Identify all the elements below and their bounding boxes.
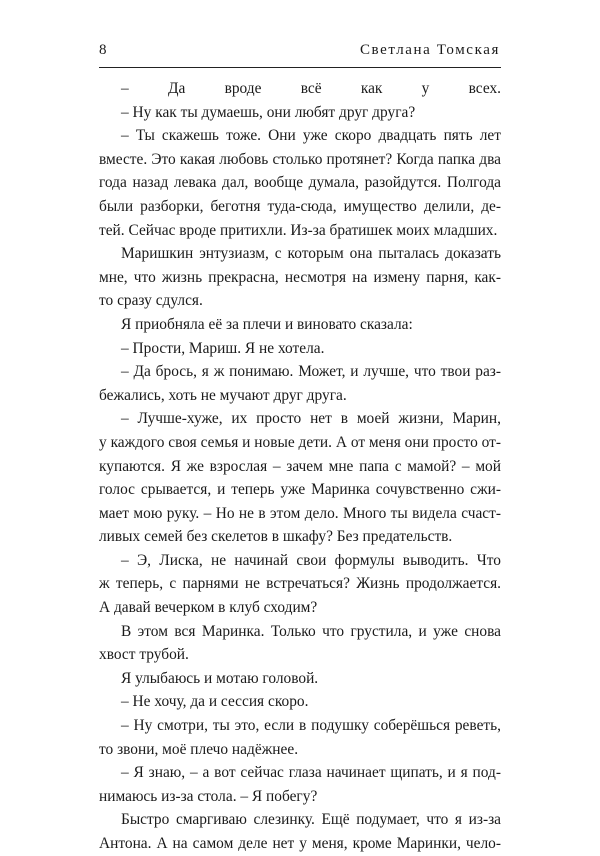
text-line: Антона. А на самом деле нет у меня, кроме Маринки, чело- [99, 835, 501, 852]
header-divider [99, 67, 501, 68]
text-line: Быстро смаргиваю слезинку. Ещё подумает, что я из-за [121, 811, 501, 829]
text-line: Я улыбаюсь и мотаю головой. [121, 669, 319, 687]
page-header [99, 40, 500, 64]
text-line: А давай вечерком в клуб сходим? [99, 599, 318, 617]
text-line: у каждого своя семья и новые дети. А от меня они просто от- [99, 433, 501, 451]
text-line: – Лучше-хуже, их просто нет в моей жизни, Марин, [121, 410, 501, 428]
text-line: тей. Сейчас вроде притихли. Из-за братишек моих младших. [99, 221, 498, 239]
text-line: – Прости, Мариш. Я не хотела. [121, 339, 325, 357]
text-line: бежались, хоть не мучают друг друга. [99, 386, 347, 404]
text-line: Я приобняла её за плечи и виновато сказала: [121, 315, 413, 333]
text-line: – Ты скажешь тоже. Они уже скоро двадцать пять лет [121, 127, 501, 145]
text-line: – Ну смотри, ты это, если в подушку соберёшься реветь, [121, 717, 501, 735]
text-line: мне, что жизнь прекрасна, несмотря на измену парня, как- [99, 268, 501, 286]
text-line: – Ну как ты думаешь, они любят друг друга? [121, 103, 416, 121]
text-line: ж теперь, с парнями не встречаться? Жизнь продолжается. [99, 575, 501, 593]
text-line: – Э, Лиска, не начинай свои формулы выводить. Что [121, 551, 501, 569]
text-line: вместе. Это какая любовь столько протянет? Когда папка два [99, 150, 501, 168]
text-line: – Я знаю, – а вот сейчас глаза начинает щипать, и я под- [121, 764, 501, 782]
text-line: голос срывается, и теперь уже Маринка сочувственно сжи- [99, 481, 501, 499]
text-line: то звони, моё плечо надёжнее. [99, 740, 299, 758]
text-line: мает мою руку. – Но не в этом дело. Много ты видела счаст- [99, 504, 501, 522]
text-line: то сразу сдулся. [99, 292, 203, 310]
text-line: года назад левака дал, вообще думала, разойдутся. Полгода [99, 174, 501, 192]
running-title-author: Светлана Томская [359, 42, 500, 58]
text-line: хвост трубой. [99, 646, 189, 664]
text-line: – Не хочу, да и сессия скоро. [121, 693, 309, 711]
text-line: В этом вся Маринка. Только что грустила, и уже снова [121, 622, 501, 640]
text-line: были разборки, беготня туда-сюда, имущество делили, де- [99, 197, 501, 215]
text-line: Маришкин энтузиазм, с которым она пыталась доказать [121, 245, 501, 263]
text-line: – Да вроде всё как у всех. [121, 80, 501, 97]
text-line: ливых семей без скелетов в шкафу? Без предательств. [99, 528, 453, 546]
text-line: купаются. Я же взрослая – зачем мне папа с мамой? – мой [99, 457, 501, 475]
text-line: – Да брось, я ж понимаю. Может, и лучше, что твои раз- [121, 363, 501, 381]
text-line: нимаюсь из-за стола. – Я побегу? [99, 787, 318, 805]
body-text [99, 77, 501, 856]
page-number: 8 [99, 42, 107, 58]
